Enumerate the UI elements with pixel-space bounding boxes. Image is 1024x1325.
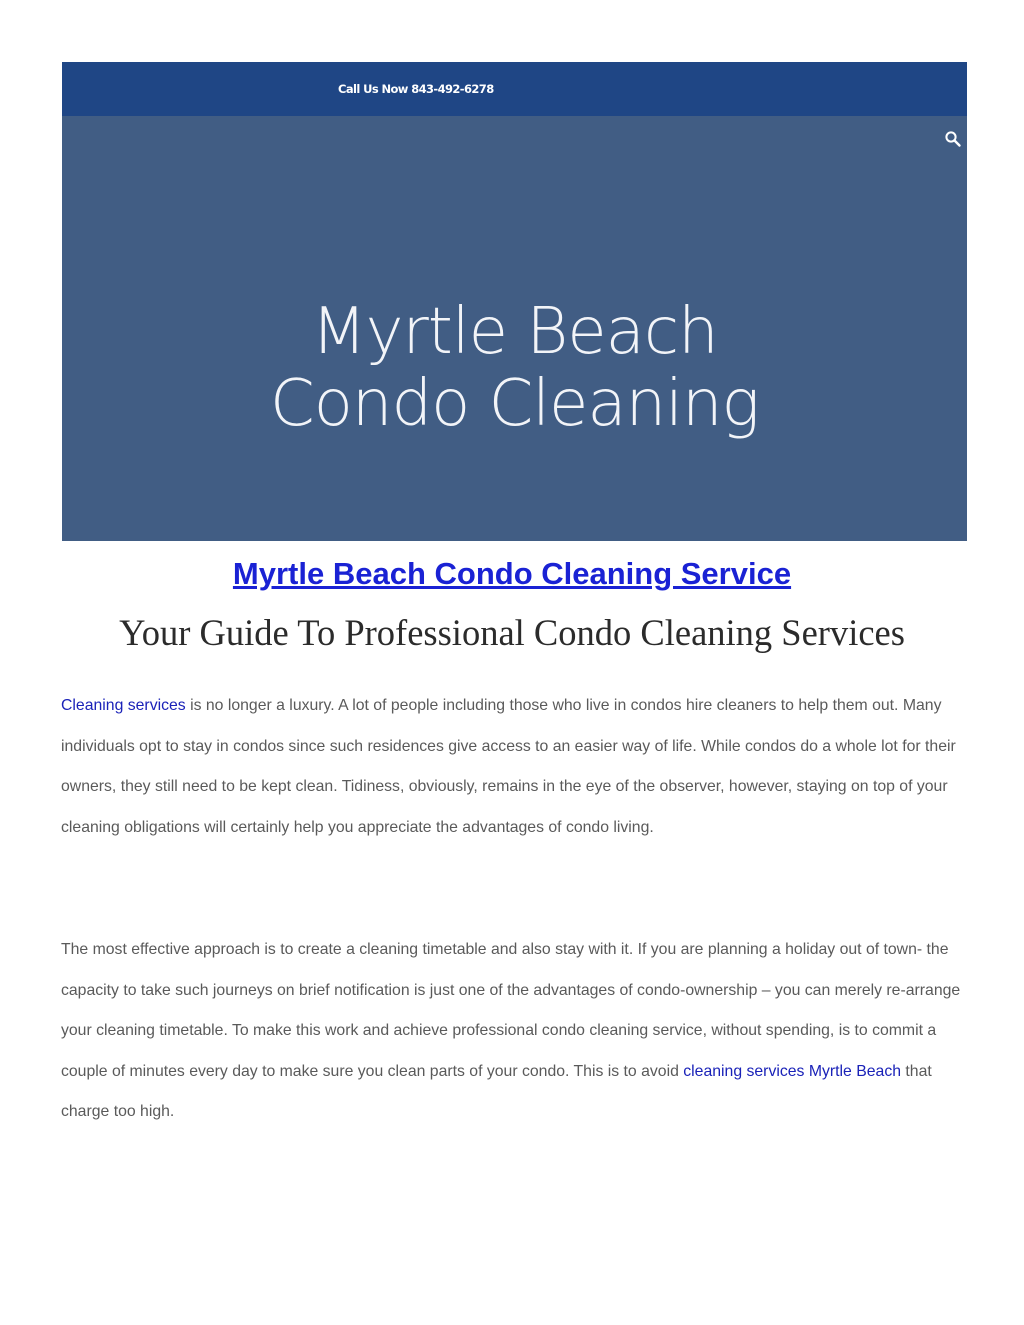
cleaning-services-link[interactable]: Cleaning services [61, 697, 186, 714]
hero-title [62, 296, 967, 440]
paragraph-2 [61, 930, 971, 1133]
hero-title-line-1: Myrtle Beach [311, 295, 718, 369]
article-subtitle: Your Guide To Professional Condo Cleaning Services [119, 612, 905, 653]
hero-title-line-2: Condo Cleaning [270, 367, 759, 441]
call-us-link[interactable]: Call Us Now 843-492-6278 [338, 82, 494, 96]
hero-banner [62, 62, 967, 541]
search-icon[interactable] [944, 130, 962, 148]
article-title [0, 556, 1024, 592]
paragraph-1-text: is no longer a luxury. A lot of people including those who live in condos hire cleaners to help them out. Many individuals opt to stay in condos since such residences give access to an easier way of life. While condos do a whole lot for their owners, they still need to be kept clean. Tidiness, obviously, remains in the eye of the observer, however, staying on top of your cleaning obligations will certainly help you appreciate the advantages of condo living. [61, 697, 956, 836]
paragraph-2-text-after: that charge too high. [61, 1062, 932, 1120]
paragraph-2-text-before: The most effective approach is to create a cleaning timetable and also stay with it. If you are planning a holiday out of town- the capacity to take such journeys on brief notification is just one of the advantages of condo-ownership – you can merely re-arrange your cleaning timetable. To make this work and achieve professional condo cleaning service, without spending, is to commit a couple of minutes every day to make sure you clean parts of your condo. This is to avoid [61, 941, 961, 1080]
top-bar [62, 62, 967, 116]
paragraph-1 [61, 686, 971, 848]
article-title-link[interactable]: Myrtle Beach Condo Cleaning Service [232, 556, 792, 591]
cleaning-services-myrtle-beach-link[interactable]: cleaning services Myrtle Beach [683, 1062, 902, 1080]
